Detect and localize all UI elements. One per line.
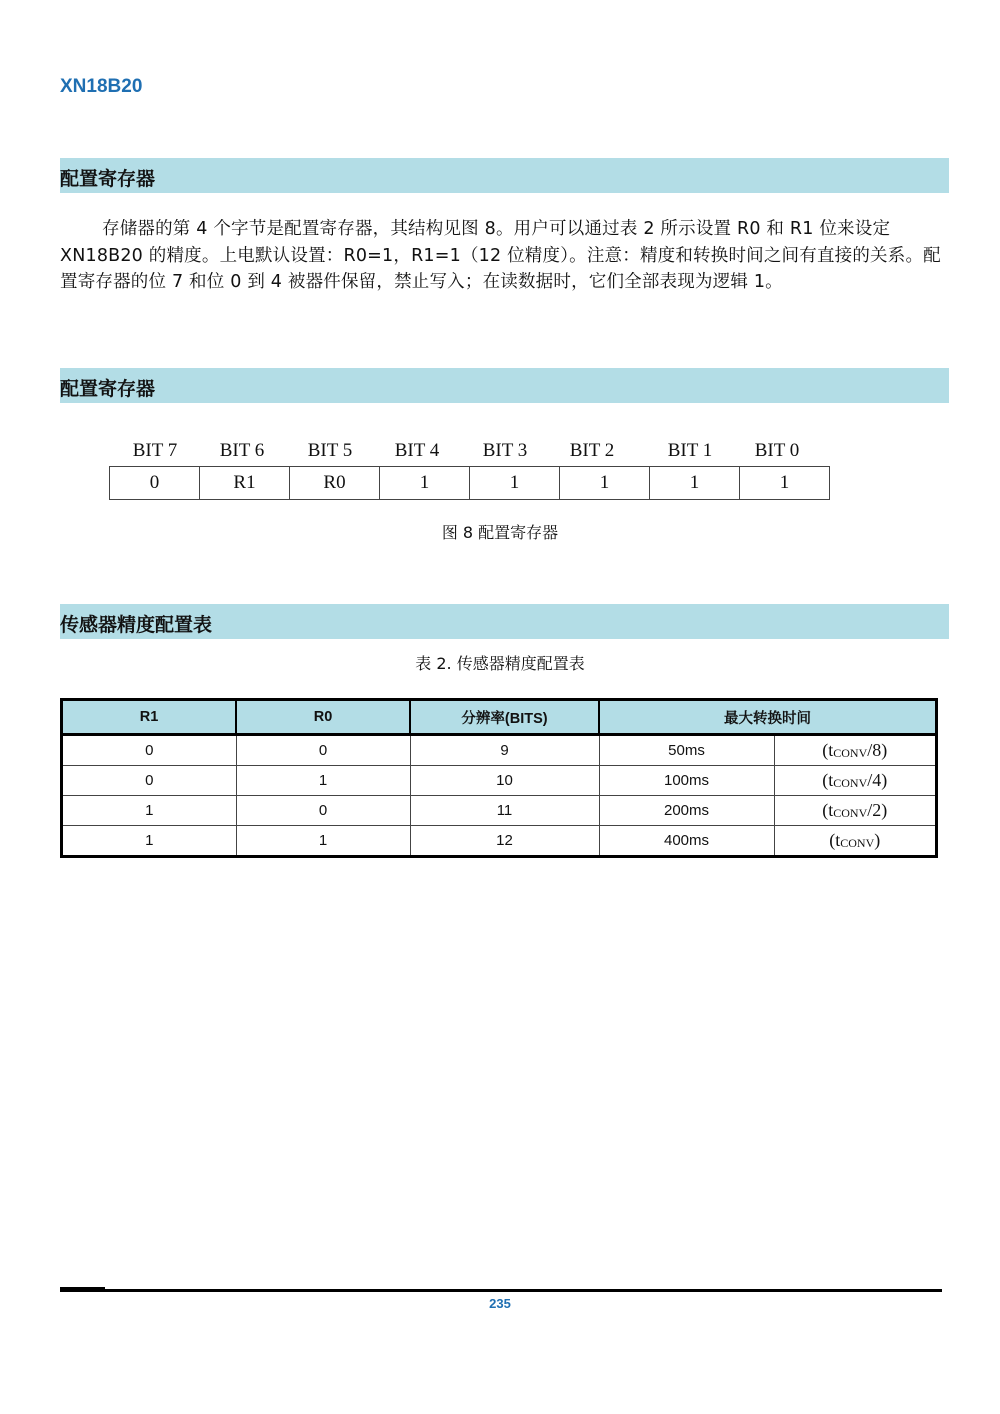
table-row — [62, 826, 937, 857]
cell-r1: 0 — [62, 735, 237, 766]
tconv-prefix: (t — [822, 740, 834, 760]
section-title: 配置寄存器 — [60, 378, 156, 400]
cell-tconv — [774, 735, 937, 766]
column-header: R1 — [62, 700, 237, 735]
register-cell: 1 — [380, 467, 470, 500]
register-value-row — [110, 467, 830, 500]
bit-header: BIT 4 — [394, 440, 440, 461]
cell-tconv — [774, 766, 937, 796]
section-title: 配置寄存器 — [60, 168, 156, 190]
bit-header: BIT 2 — [569, 440, 615, 461]
section-title: 传感器精度配置表 — [60, 614, 213, 636]
tconv-suffix: /8) — [867, 740, 888, 760]
register-cell: 1 — [650, 467, 740, 500]
section-header-config-register-figure — [60, 368, 949, 403]
table-caption: 表 2. 传感器精度配置表 — [415, 654, 585, 673]
cell-resolution: 10 — [410, 766, 599, 796]
tconv-subscript: CONV — [833, 746, 868, 760]
tconv-subscript: CONV — [833, 806, 868, 820]
tconv-subscript: CONV — [840, 836, 875, 850]
table-header-row — [62, 700, 937, 735]
tconv-suffix: /2) — [867, 800, 888, 820]
cell-r1: 1 — [62, 826, 237, 857]
column-header: 分辨率(BITS) — [410, 700, 599, 735]
section-header-precision-table — [60, 604, 949, 639]
bit-header: BIT 3 — [482, 440, 528, 461]
cell-tconv — [774, 796, 937, 826]
bit-header: BIT 7 — [132, 440, 178, 461]
config-register-table — [109, 466, 830, 500]
register-cell: 0 — [110, 467, 200, 500]
tconv-suffix: ) — [874, 830, 881, 850]
precision-config-table — [60, 698, 938, 858]
document-title: XN18B20 — [60, 76, 143, 97]
cell-r1: 0 — [62, 766, 237, 796]
table-row — [62, 796, 937, 826]
tconv-suffix: /4) — [867, 770, 888, 790]
column-header: R0 — [236, 700, 410, 735]
cell-r0: 1 — [236, 766, 410, 796]
column-header: 最大转换时间 — [599, 700, 937, 735]
bit-header: BIT 1 — [667, 440, 713, 461]
tconv-prefix: (t — [822, 770, 834, 790]
register-cell: 1 — [560, 467, 650, 500]
cell-max-time: 50ms — [599, 735, 774, 766]
cell-r0: 0 — [236, 735, 410, 766]
tconv-prefix: (t — [829, 830, 841, 850]
cell-r0: 1 — [236, 826, 410, 857]
bit-header: BIT 6 — [219, 440, 265, 461]
register-bit-headers — [110, 440, 830, 464]
bit-header: BIT 0 — [754, 440, 800, 461]
section-header-config-register — [60, 158, 949, 193]
body-paragraph: 存储器的第 4 个字节是配置寄存器，其结构见图 8。用户可以通过表 2 所示设置 R0 和 R1 位来设定 XN18B20 的精度。上电默认设置：R0=1，R1=1（12 位精度）。注意：精度和转换时间之间有直接的关系。配置寄存器的位 7 和位 0 到 4 被器件保留，禁止写入；在读数据时，它们全部表现为逻辑 1。 — [60, 219, 941, 292]
figure-caption: 图 8 配置寄存器 — [441, 523, 559, 542]
cell-resolution: 11 — [410, 796, 599, 826]
table-row — [62, 735, 937, 766]
register-cell: R1 — [200, 467, 290, 500]
cell-resolution: 9 — [410, 735, 599, 766]
cell-max-time: 400ms — [599, 826, 774, 857]
cell-max-time: 200ms — [599, 796, 774, 826]
page-number: 235 — [489, 1296, 511, 1311]
cell-r0: 0 — [236, 796, 410, 826]
cell-resolution: 12 — [410, 826, 599, 857]
tconv-prefix: (t — [822, 800, 834, 820]
table-row — [62, 766, 937, 796]
register-cell: 1 — [470, 467, 560, 500]
cell-tconv — [774, 826, 937, 857]
footer-divider — [60, 1289, 942, 1292]
tconv-subscript: CONV — [833, 776, 868, 790]
register-cell: 1 — [740, 467, 830, 500]
register-cell: R0 — [290, 467, 380, 500]
cell-r1: 1 — [62, 796, 237, 826]
cell-max-time: 100ms — [599, 766, 774, 796]
bit-header: BIT 5 — [307, 440, 353, 461]
